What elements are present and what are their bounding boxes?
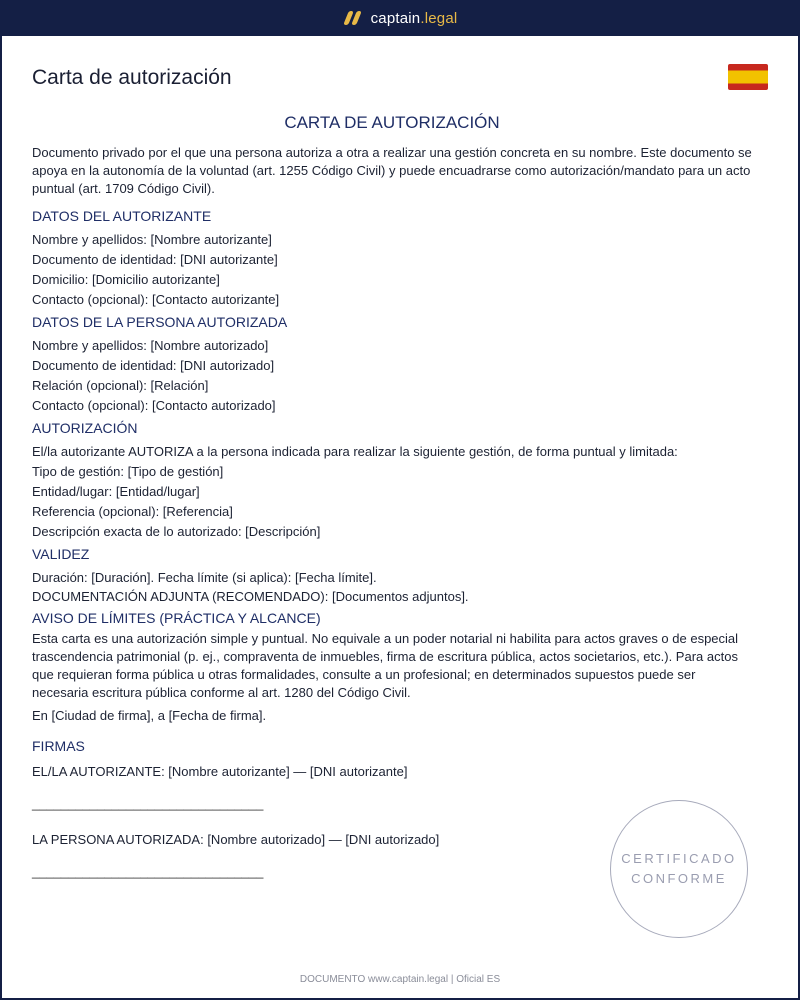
signature-autorizada-label: LA PERSONA AUTORIZADA: [Nombre autorizado] — [DNI autorizado] xyxy=(32,832,440,847)
signature-line-autorizada: ________________________________ xyxy=(32,864,264,879)
field-autorizante-nombre: Nombre y apellidos: [Nombre autorizante] xyxy=(32,232,272,247)
intro-paragraph: Documento privado por el que una persona autoriza a otra a realizar una gestión concreta en su nombre. Este documento se apoya en la autonomía de la voluntad (art. 1255 Código Civil) y puede encuadrarse como autorización/mandato para un acto puntual (art. 1709 Código Civil). xyxy=(32,145,752,196)
brand-wordmark xyxy=(371,10,458,27)
documentacion-adjunta: DOCUMENTACIÓN ADJUNTA (RECOMENDADO): [Documentos adjuntos]. xyxy=(32,589,469,604)
section-firmas-title: FIRMAS xyxy=(32,738,85,754)
seal-line-1: CERTIFICADO xyxy=(621,851,737,866)
page-footer: DOCUMENTO www.captain.legal | Oficial ES xyxy=(299,974,501,985)
field-autorizante-documento: Documento de identidad: [DNI autorizante] xyxy=(32,252,278,267)
field-descripcion: Descripción exacta de lo autorizado: [Descripción] xyxy=(32,524,321,539)
field-referencia: Referencia (opcional): [Referencia] xyxy=(32,504,233,519)
section-aviso-title: AVISO DE LÍMITES (PRÁCTICA Y ALCANCE) xyxy=(32,610,321,626)
autorizacion-intro: El/la autorizante AUTORIZA a la persona indicada para realizar la siguiente gestión, de forma puntual y limitada: xyxy=(32,444,678,459)
spain-flag-icon xyxy=(728,64,768,90)
section-autorizacion-title: AUTORIZACIÓN xyxy=(32,420,138,436)
field-entidad-lugar: Entidad/lugar: [Entidad/lugar] xyxy=(32,484,200,499)
page-title: Carta de autorización xyxy=(32,66,232,89)
top-bar xyxy=(0,0,800,36)
document-heading: CARTA DE AUTORIZACIÓN xyxy=(284,113,500,132)
field-autorizada-contacto: Contacto (opcional): [Contacto autorizado] xyxy=(32,398,276,413)
place-date-line: En [Ciudad de firma], a [Fecha de firma]. xyxy=(32,708,267,723)
field-tipo-gestion: Tipo de gestión: [Tipo de gestión] xyxy=(32,464,224,479)
captain-logo-icon xyxy=(343,10,361,26)
field-autorizante-domicilio: Domicilio: [Domicilio autorizante] xyxy=(32,272,220,287)
seal-line-2: CONFORME xyxy=(631,871,727,886)
field-autorizada-nombre: Nombre y apellidos: [Nombre autorizado] xyxy=(32,338,269,353)
certification-seal xyxy=(610,800,748,938)
section-autorizada-title: DATOS DE LA PERSONA AUTORIZADA xyxy=(32,314,288,330)
section-autorizante-title: DATOS DEL AUTORIZANTE xyxy=(32,208,212,224)
aviso-paragraph: Esta carta es una autorización simple y puntual. No equivale a un poder notarial ni habilita para actos graves o de especial trascendencia patrimonial (p. ej., compraventa de inmuebles, firma de escritura pública, actos societarios, etc.). Para actos que requieran forma pública u otras formalidades, consulte a un profesional; en determinados supuestos puede ser necesaria escritura pública conforme al art. 1280 del Código Civil. xyxy=(32,631,739,700)
signature-autorizante-label: EL/LA AUTORIZANTE: [Nombre autorizante] — [DNI autorizante] xyxy=(32,764,408,779)
field-autorizada-documento: Documento de identidad: [DNI autorizado] xyxy=(32,358,275,373)
brand[interactable] xyxy=(343,10,458,27)
brand-name: captain xyxy=(370,9,421,27)
field-autorizante-contacto: Contacto (opcional): [Contacto autorizante] xyxy=(32,292,280,307)
field-duracion: Duración: [Duración]. Fecha límite (si aplica): [Fecha límite]. xyxy=(32,570,377,585)
field-autorizada-relacion: Relación (opcional): [Relación] xyxy=(32,378,209,393)
brand-tld: .legal xyxy=(420,9,458,27)
section-validez-title: VALIDEZ xyxy=(32,546,90,562)
signature-line-autorizante: ________________________________ xyxy=(32,796,264,811)
document-body xyxy=(32,112,752,898)
document-sheet xyxy=(2,36,798,998)
